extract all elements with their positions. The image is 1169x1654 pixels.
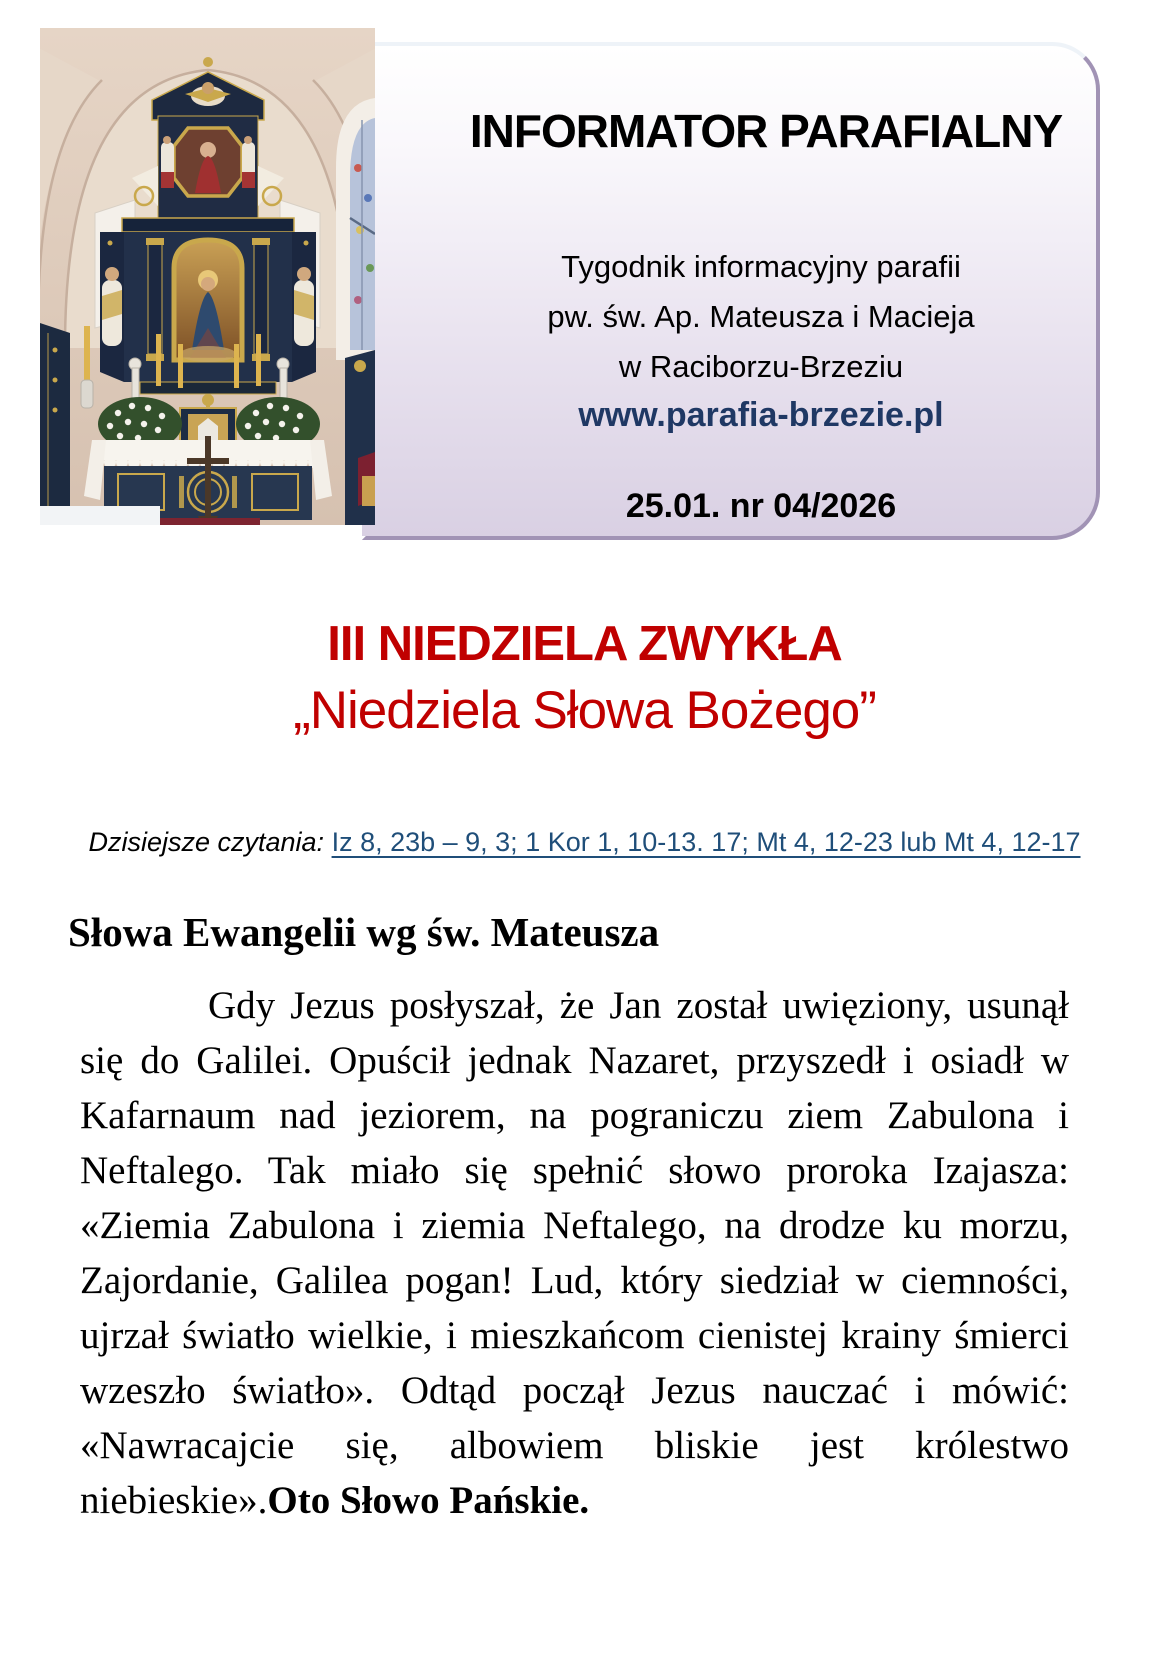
subtitle-line-2: pw. św. Ap. Mateusza i Macieja xyxy=(547,299,975,334)
sunday-subtitle: „Niedziela Słowa Bożego” xyxy=(293,681,876,740)
main-content xyxy=(0,616,1169,1528)
issue-date-number: 25.01. nr 04/2026 xyxy=(625,487,897,525)
readings-references-link[interactable]: Iz 8, 23b – 9, 3; 1 Kor 1, 10-13. 17; Mt 4, 12-23 lub Mt 4, 12-17 xyxy=(331,827,1081,857)
newsletter-subtitle xyxy=(366,242,1096,392)
sunday-title: III NIEDZIELA ZWYKŁA xyxy=(327,617,842,671)
masthead-box xyxy=(362,42,1100,540)
gospel-text xyxy=(80,978,1069,1528)
readings-label: Dzisiejsze czytania: xyxy=(88,827,325,857)
subtitle-line-3: w Raciborzu-Brzeziu xyxy=(618,349,904,384)
parish-website-link[interactable]: www.parafia-brzezie.pl xyxy=(578,396,944,434)
gospel-paragraph: Gdy Jezus posłyszał, że Jan został uwięziony, usunął się do Galilei. Opuścił jednak Nazaret, przyszedł i osiadł w Kafarnaum nad jeziorem, na pograniczu ziem Zabulona i Neftalego. Tak miało się spełnić słowo proroka Izajasza: «Ziemia Zabulona i ziemia Neftalego, na drodze ku morzu, Zajordanie, Galilea pogan! Lud, który siedział w ciemności, ujrzał światło wielkie, i mieszkańcom cienistej krainy śmierci wzeszło światło». Odtąd począł Jezus nauczać i mówić: «Nawracajcie się, albowiem bliskie jest królestwo niebieskie». xyxy=(80,984,1069,1522)
church-altar-photo xyxy=(40,28,375,525)
subtitle-line-1: Tygodnik informacyjny parafii xyxy=(561,249,961,284)
church-altar-illustration xyxy=(40,28,375,525)
readings-line xyxy=(0,827,1169,858)
newsletter-title: INFORMATOR PARAFIALNY xyxy=(469,105,1063,157)
gospel-heading: Słowa Ewangelii wg św. Mateusza xyxy=(68,909,660,955)
gospel-closing-formula: Oto Słowo Pańskie. xyxy=(267,1479,590,1522)
